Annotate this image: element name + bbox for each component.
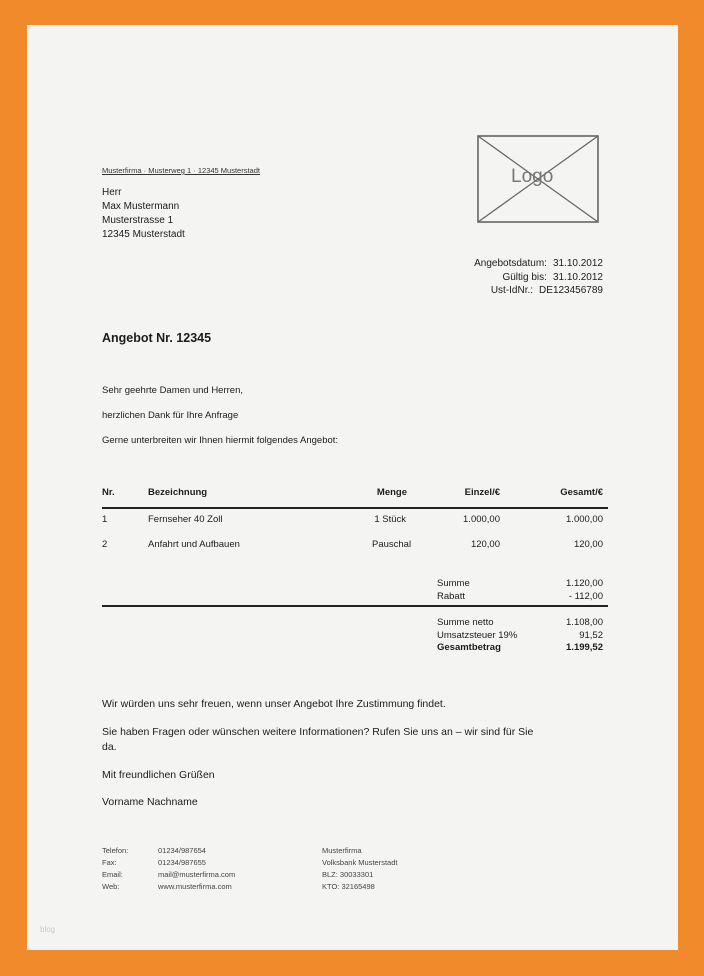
footer-bank-company: Musterfirma <box>322 846 362 855</box>
table-header <box>102 487 608 505</box>
recipient-name: Max Mustermann <box>102 201 180 212</box>
row-bezeichnung: Anfahrt und Aufbauen <box>148 539 240 550</box>
row-nr: 1 <box>102 514 108 525</box>
footer-bank-account: KTO: 32165498 <box>322 882 375 891</box>
closing-paragraph-2: Sie haben Fragen oder wünschen weitere Informationen? Rufen Sie uns an – wir sind für Sie <box>102 726 534 738</box>
meta-valid-value: 31.10.2012 <box>552 271 603 283</box>
net-sum-label: Summe netto <box>437 617 494 628</box>
subtotal-row <box>437 591 603 604</box>
meta-row <box>432 271 603 285</box>
intro-thanks: herzlichen Dank für Ihre Anfrage <box>102 410 239 421</box>
subtotal-row <box>437 578 603 591</box>
header-gesamt: Gesamt/€ <box>560 487 603 498</box>
row-menge: Pauschal <box>372 539 412 550</box>
footer-contact-row: Email: mail@musterfirma.com <box>102 870 236 879</box>
row-gesamt: 1.000,00 <box>566 514 603 525</box>
offer-meta <box>432 257 603 298</box>
row-gesamt: 120,00 <box>573 539 603 550</box>
row-einzel: 1.000,00 <box>463 514 500 525</box>
subtotal-rule <box>102 605 608 607</box>
row-einzel: 120,00 <box>470 539 500 550</box>
recipient-street: Musterstrasse 1 <box>102 215 174 226</box>
closing-greeting: Mit freundlichen Grüßen <box>102 769 215 781</box>
subtotal-label: Summe <box>437 578 470 589</box>
watermark: blog <box>40 925 56 934</box>
table-row <box>102 539 608 553</box>
footer-bank-blz: BLZ: 30033301 <box>322 870 374 879</box>
offer-title: Angebot Nr. 12345 <box>102 331 212 345</box>
row-bezeichnung: Fernseher 40 Zoll <box>148 514 223 525</box>
document-page <box>27 25 678 950</box>
table-row <box>102 514 608 528</box>
discount-value: - 112,00 <box>568 590 603 602</box>
discount-label: Rabatt <box>437 590 465 602</box>
meta-date-label: Angebotsdatum: <box>474 258 547 269</box>
meta-date-value: 31.10.2012 <box>552 258 603 269</box>
vat-value: 91,52 <box>579 629 603 641</box>
closing-paragraph-1: Wir würden uns sehr freuen, wenn unser Angebot Ihre Zustimmung findet. <box>102 698 446 710</box>
recipient-address <box>102 186 185 242</box>
logo-placeholder-icon <box>477 135 599 223</box>
total-row <box>437 630 603 643</box>
meta-row <box>432 284 603 298</box>
subtotals-block <box>437 578 603 603</box>
total-row <box>437 617 603 630</box>
intro-salutation: Sehr geehrte Damen und Herren, <box>102 385 243 396</box>
header-nr: Nr. <box>102 487 115 498</box>
header-einzel: Einzel/€ <box>464 487 500 498</box>
row-nr: 2 <box>102 539 108 550</box>
footer-contact-row: Fax: 01234/987655 <box>102 858 206 867</box>
meta-vat-label: Ust-IdNr.: <box>490 285 534 296</box>
sender-line: Musterfirma · Musterweg 1 · 12345 Musterstadt <box>102 166 260 175</box>
meta-valid-label: Gültig bis: <box>502 271 547 283</box>
totals-block <box>437 617 603 655</box>
closing-paragraph-2-end: da. <box>102 741 117 753</box>
meta-row <box>432 257 603 271</box>
intro-offer: Gerne unterbreiten wir Ihnen hiermit folgendes Angebot: <box>102 435 339 446</box>
footer-contact <box>102 845 235 893</box>
row-menge: 1 Stück <box>374 514 406 525</box>
grand-total-label: Gesamtbetrag <box>437 642 501 653</box>
net-sum-value: 1.108,00 <box>566 617 603 628</box>
header-bezeichnung: Bezeichnung <box>148 487 208 498</box>
footer-bank-name: Volksbank Musterstadt <box>322 858 398 867</box>
footer-contact-row: Web: www.musterfirma.com <box>102 882 232 891</box>
footer-contact-row: Telefon: 01234/987654 <box>102 846 206 855</box>
meta-vat-value: DE123456789 <box>539 285 603 296</box>
logo-text: Logo <box>511 166 554 187</box>
grand-total-value: 1.199,52 <box>566 642 603 653</box>
header-menge: Menge <box>376 487 407 498</box>
signature-name: Vorname Nachname <box>102 796 198 808</box>
footer-bank <box>322 845 397 893</box>
table-header-rule <box>102 507 608 509</box>
total-row <box>437 642 603 655</box>
vat-label: Umsatzsteuer 19% <box>437 629 518 641</box>
subtotal-value: 1.120,00 <box>566 578 603 589</box>
recipient-city: 12345 Musterstadt <box>102 229 185 240</box>
recipient-salutation: Herr <box>102 187 122 198</box>
